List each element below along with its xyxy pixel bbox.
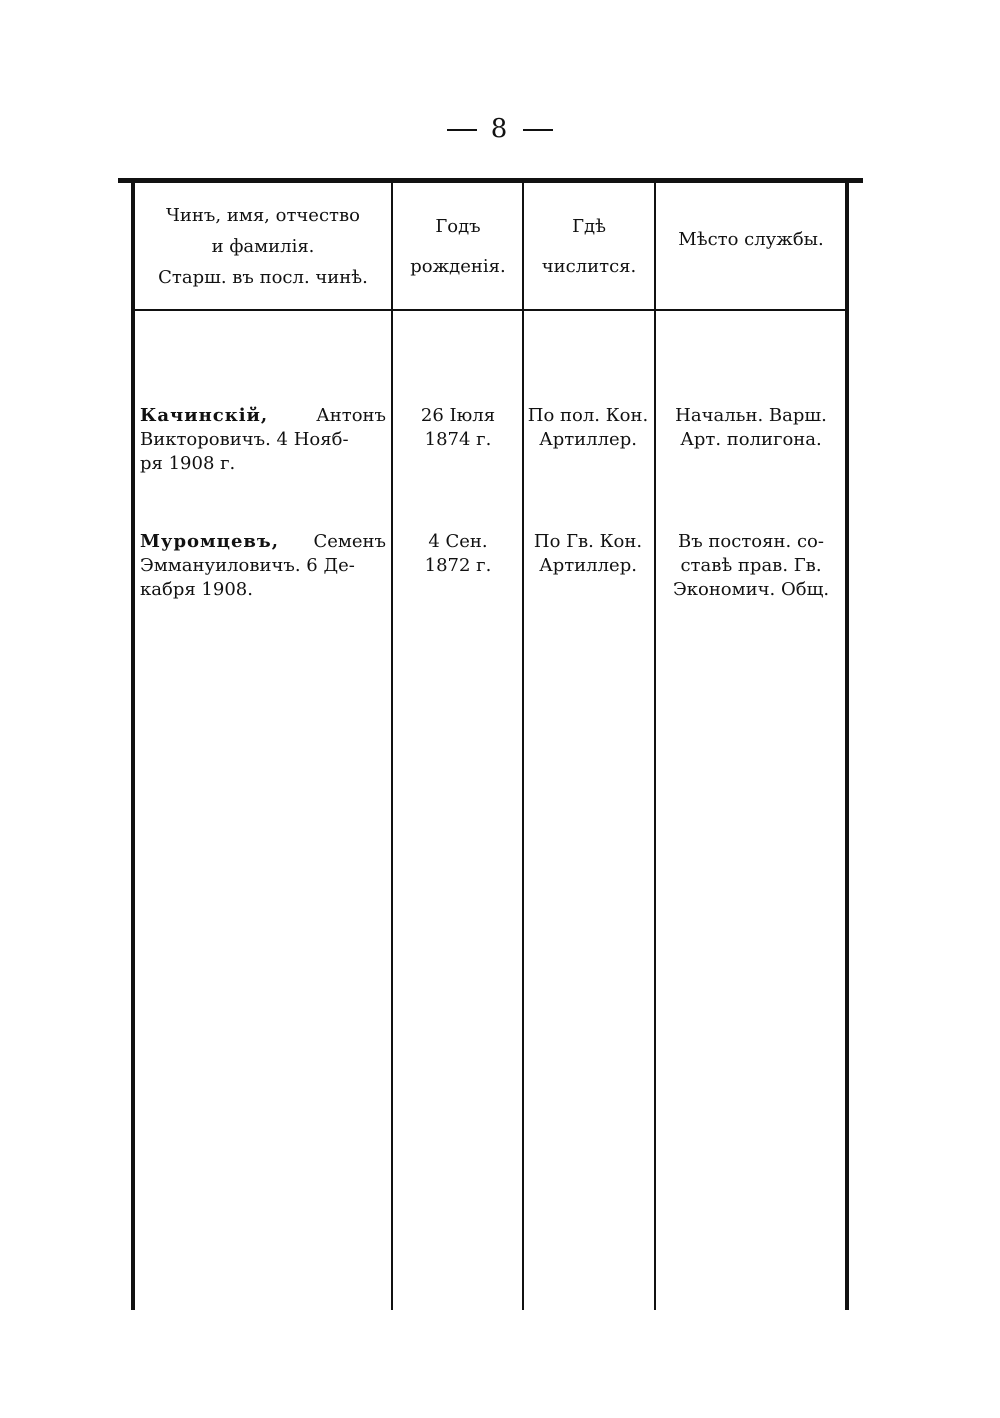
table-row-birth: 4 Сен. 1872 г. — [424, 531, 492, 576]
header-place: Мѣсто службы. — [678, 229, 824, 250]
column-divider-2 — [522, 183, 524, 1310]
table-row-place: Начальн. Варш. Арт. полигона. — [675, 405, 827, 450]
header-registered: Гдѣ числится. — [541, 216, 637, 277]
top-rule — [118, 178, 863, 183]
page-number: 8 — [0, 114, 1000, 144]
table-row-registered: По Гв. Кон. Артиллер. — [533, 531, 643, 576]
column-divider-3 — [654, 183, 656, 1310]
header-name: Чинъ, имя, отчество и фамилія. Старш. въ посл. чинѣ. — [158, 205, 368, 288]
table-row-name: Качинскій, Антонъ Викторовичъ. 4 Нояб- ря 1908 г. — [140, 405, 386, 474]
header-birth: Годъ рожденія. — [410, 216, 506, 277]
column-divider-1 — [391, 183, 393, 1310]
right-border — [845, 183, 849, 1310]
table-row-name: Муромцевъ, Семенъ Эммануиловичъ. 6 Де- кабря 1908. — [140, 531, 386, 600]
header-rule — [133, 309, 847, 311]
surname: Муромцевъ, — [140, 531, 280, 552]
table-row-place: Въ постоян. со- ставѣ прав. Гв. Экономич. Общ. — [672, 531, 830, 600]
table-row-birth: 26 Іюля 1874 г. — [420, 405, 496, 450]
left-border — [131, 183, 135, 1310]
surname: Качинскій, — [140, 405, 269, 426]
table-row-registered: По пол. Кон. Артиллер. — [527, 405, 649, 450]
